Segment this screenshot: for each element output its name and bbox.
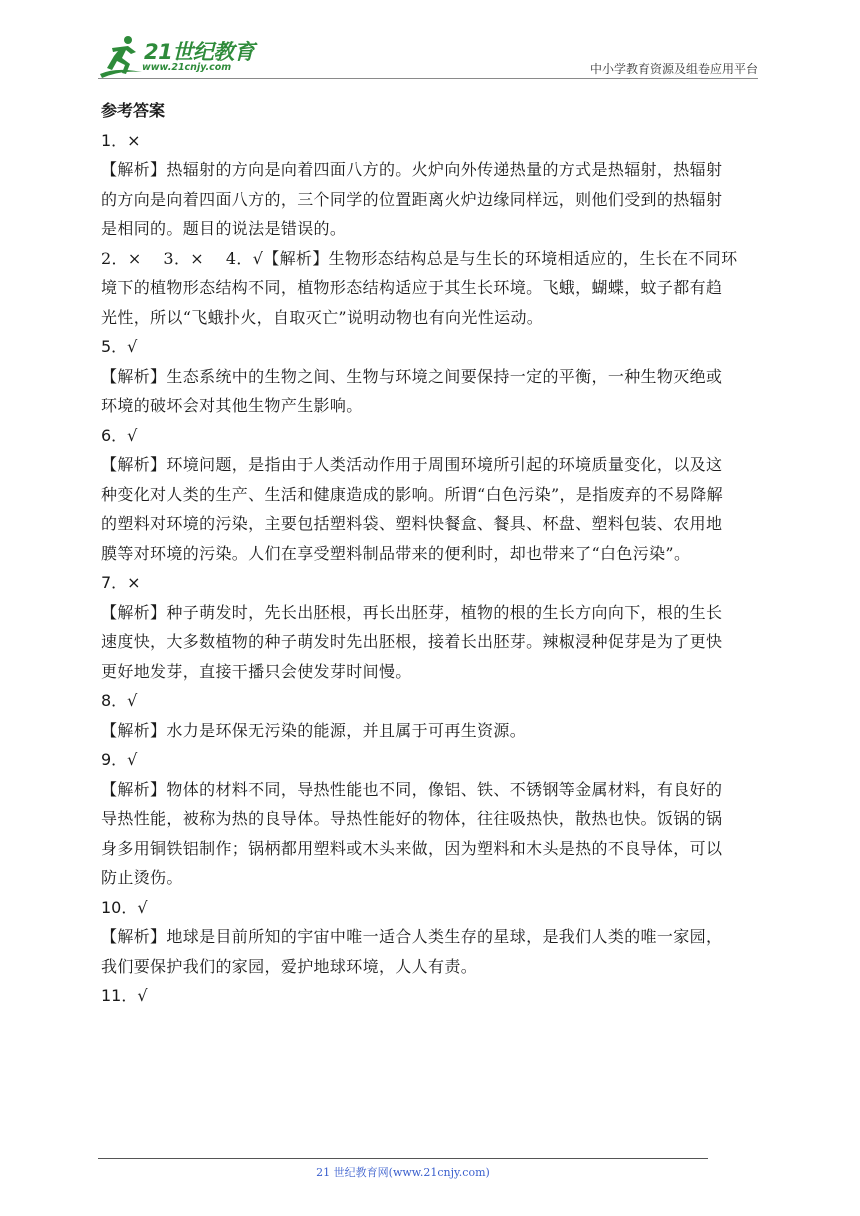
logo <box>98 34 268 80</box>
header-divider <box>98 78 758 79</box>
answer-line: 10．√ <box>101 897 148 917</box>
page-header <box>98 34 758 80</box>
answer-line: 5．√ <box>101 337 138 356</box>
answer-line: 【解析】物体的材料不同，导热性能也不同，像铝、铁、不锈钢等金属材料，有良好的 <box>101 779 723 799</box>
runner-logo-icon <box>98 34 144 80</box>
answer-line: 种变化对人类的生产、生活和健康造成的影响。所谓“白色污染”，是指废弃的不易降解 <box>101 484 724 504</box>
answer-line: 1．× <box>101 130 141 150</box>
answer-line: 9．√ <box>101 750 138 769</box>
answer-line: 防止烫伤。 <box>101 868 183 887</box>
answer-line: 环境的破坏会对其他生物产生影响。 <box>101 396 363 415</box>
logo-brand-text: 21世纪教育 <box>144 40 255 64</box>
answer-line: 速度快，大多数植物的种子萌发时先出胚根，接着长出胚芽。辣椒浸种促芽是为了更快 <box>101 632 723 651</box>
answer-line: 【解析】地球是目前所知的宇宙中唯一适合人类生存的星球，是我们人类的唯一家园， <box>101 927 723 946</box>
answer-line: 11．√ <box>101 986 148 1005</box>
answer-line: 身多用铜铁铝制作；锅柄都用塑料或木头来做，因为塑料和木头是热的不良导体，可以 <box>101 838 723 858</box>
answer-line: 导热性能，被称为热的良导体。导热性能好的物体，往往吸热快，散热也快。饭锅的锅 <box>101 809 723 828</box>
answer-line: 【解析】热辐射的方向是向着四面八方的。火炉向外传递热量的方式是热辐射，热辐射 <box>101 160 723 179</box>
answer-line: 【解析】生态系统中的生物之间、生物与环境之间要保持一定的平衡，一种生物灭绝或 <box>101 366 723 386</box>
answer-line: 7．× <box>101 573 141 592</box>
answer-line: 的塑料对环境的污染，主要包括塑料袋、塑料快餐盒、餐具、杯盘、塑料包装、农用地 <box>101 514 723 533</box>
logo-url-text: www.21cnjy.com <box>142 62 232 73</box>
answer-line: 6．√ <box>101 425 138 445</box>
platform-name: 中小学教育资源及组卷应用平台 <box>589 62 758 76</box>
answer-line: 【解析】水力是环保无污染的能源，并且属于可再生资源。 <box>101 720 527 740</box>
answer-line: 膜等对环境的污染。人们在享受塑料制品带来的便利时，却也带来了“白色污染”。 <box>101 543 691 563</box>
answer-line: 我们要保护我们的家园，爱护地球环境，人人有责。 <box>101 956 478 976</box>
answer-line: 光性，所以“飞蛾扑火，自取灭亡”说明动物也有向光性运动。 <box>101 307 544 327</box>
answers-heading: 参考答案 <box>101 101 166 120</box>
answer-content <box>101 96 761 1011</box>
answer-line: 境下的植物形态结构不同，植物形态结构适应于其生长环境。飞蛾，蝴蝶，蚊子都有趋 <box>101 278 723 297</box>
footer-divider <box>98 1158 708 1159</box>
answer-line: 2．× 3．× 4．√【解析】生物形态结构总是与生长的环境相适应的，生长在不同环 <box>101 248 738 268</box>
answer-line: 是相同的。题目的说法是错误的。 <box>101 219 347 238</box>
answer-line: 8．√ <box>101 691 138 710</box>
answer-line: 【解析】种子萌发时，先长出胚根，再长出胚芽，植物的根的生长方向向下，根的生长 <box>101 602 723 622</box>
footer-source: 21 世纪教育网(www.21cnjy.com) <box>316 1166 490 1179</box>
answer-line: 【解析】环境问题，是指由于人类活动作用于周围环境所引起的环境质量变化，以及这 <box>101 455 723 474</box>
answer-line: 的方向是向着四面八方的，三个同学的位置距离火炉边缘同样远，则他们受到的热辐射 <box>101 189 723 209</box>
answer-line: 更好地发芽，直接干播只会使发芽时间慢。 <box>101 661 412 681</box>
